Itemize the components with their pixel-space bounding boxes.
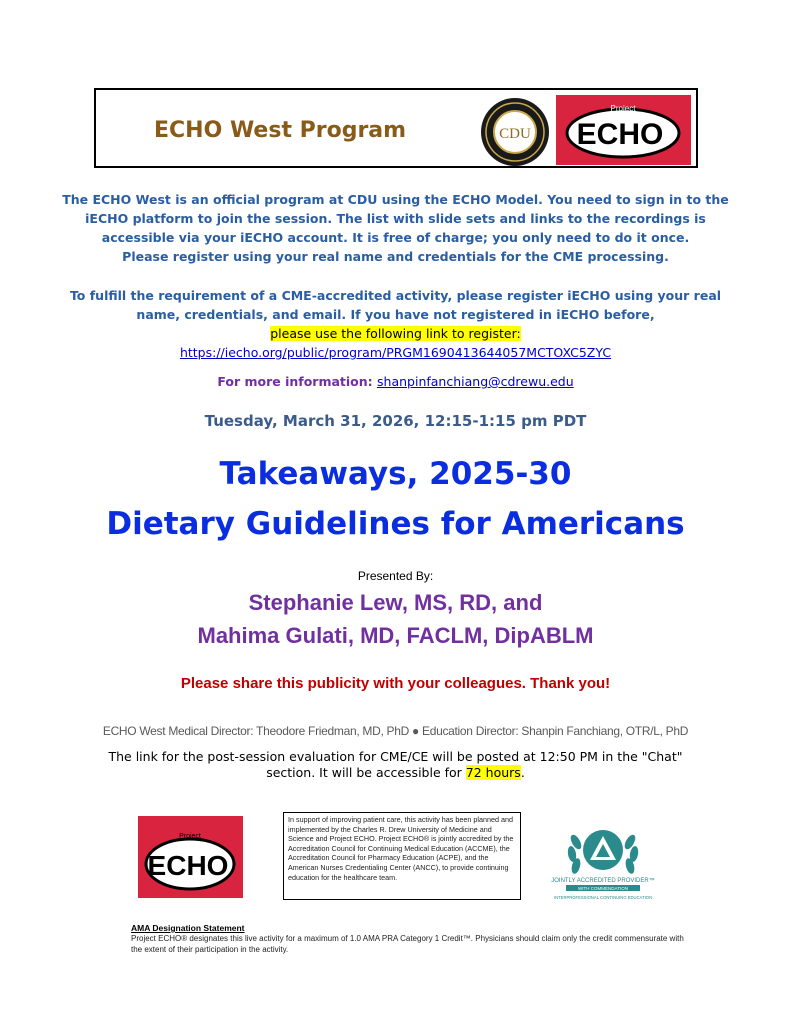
requirement-paragraph [60, 286, 731, 362]
echo-bottom-project-text: Project [179, 833, 201, 840]
program-title: ECHO West Program [154, 118, 407, 143]
project-echo-logo-bottom [138, 816, 243, 898]
evaluation-notice [40, 749, 751, 781]
evaluation-line-1: The link for the post-session evaluation for CME/CE will be posted at 12:50 PM in the "Chat" [108, 749, 683, 764]
evaluation-line-2: section. It will be accessible for [266, 765, 466, 780]
intro-paragraph [60, 190, 731, 266]
directors-line: ECHO West Medical Director: Theodore Friedman, MD, PhD ● Education Director: Shanpin Fanchiang, OTR/L, PhD [102, 724, 689, 738]
hours-highlight: 72 hours [465, 765, 521, 780]
jointly-line-1: JOINTLY ACCREDITED PROVIDER™ [551, 878, 655, 884]
cdu-seal-logo [480, 97, 550, 167]
requirement-line: To fulfill the requirement of a CME-accredited activity, please register iECHO using your real [69, 288, 722, 303]
intro-line: The ECHO West is an official program at CDU using the ECHO Model. You need to sign in to the [62, 192, 729, 207]
ama-statement-body: Project ECHO® designates this live activity for a maximum of 1.0 AMA PRA Category 1 Credit™. Physicians should claim only the credit commensurate with the extent of their participation in the activity. [131, 934, 684, 954]
ama-statement-title: AMA Designation Statement [131, 923, 245, 933]
evaluation-period: . [520, 765, 525, 780]
project-echo-logo [556, 95, 691, 165]
title-line-2: Dietary Guidelines for Americans [106, 506, 685, 542]
intro-line: iECHO platform to join the session. The list with slide sets and links to the recordings is [85, 211, 706, 226]
requirement-line: name, credentials, and email. If you have not registered in iECHO before, [136, 307, 655, 322]
more-info [60, 374, 731, 389]
presented-by-label: Presented By: [357, 569, 434, 583]
cdu-logo-text: CDU [499, 126, 531, 142]
title-line-1: Takeaways, 2025-30 [219, 456, 572, 492]
contact-email-link[interactable]: shanpinfanchiang@cdrewu.edu [377, 374, 574, 389]
session-date: Tuesday, March 31, 2026, 12:15-1:15 pm PDT [204, 412, 587, 430]
presenter-line-1: Stephanie Lew, MS, RD, and [248, 590, 543, 615]
share-message: Please share this publicity with your colleagues. Thank you! [180, 675, 611, 692]
session-title [60, 449, 731, 549]
jointly-line-2: WITH COMMENDATION [578, 886, 628, 891]
intro-line: accessible via your iECHO account. It is free of charge; you only need to do it once. [101, 230, 690, 245]
accreditation-statement: In support of improving patient care, this activity has been planned and implemented by the Charles R. Drew University of Medicine and Science and Project ECHO. Project ECHO® is jointly accredited by the Accreditation Council for Continuing Medical Education (ACCME), the Accreditation Council for Pharmacy Education (ACPE), and the American Nurses Credentialing Center (ANCC), to provide continuing education for the healthcare team. [283, 812, 521, 900]
register-highlight: please use the following link to register: [270, 326, 521, 341]
echo-bottom-text: ECHO [147, 850, 229, 881]
jointly-accredited-provider-logo [548, 808, 658, 903]
more-info-label: For more information: [217, 374, 373, 389]
jointly-line-3: INTERPROFESSIONAL CONTINUING EDUCATION [553, 895, 653, 900]
presenters [60, 586, 731, 652]
echo-logo-project-text: Project [610, 104, 636, 113]
intro-line: Please register using your real name and credentials for the CME processing. [122, 249, 669, 264]
register-link[interactable]: https://iecho.org/public/program/PRGM1690413644057MCTOXC5ZYC [179, 345, 612, 360]
echo-logo-text: ECHO [576, 118, 664, 151]
presenter-line-2: Mahima Gulati, MD, FACLM, DipABLM [197, 623, 594, 648]
